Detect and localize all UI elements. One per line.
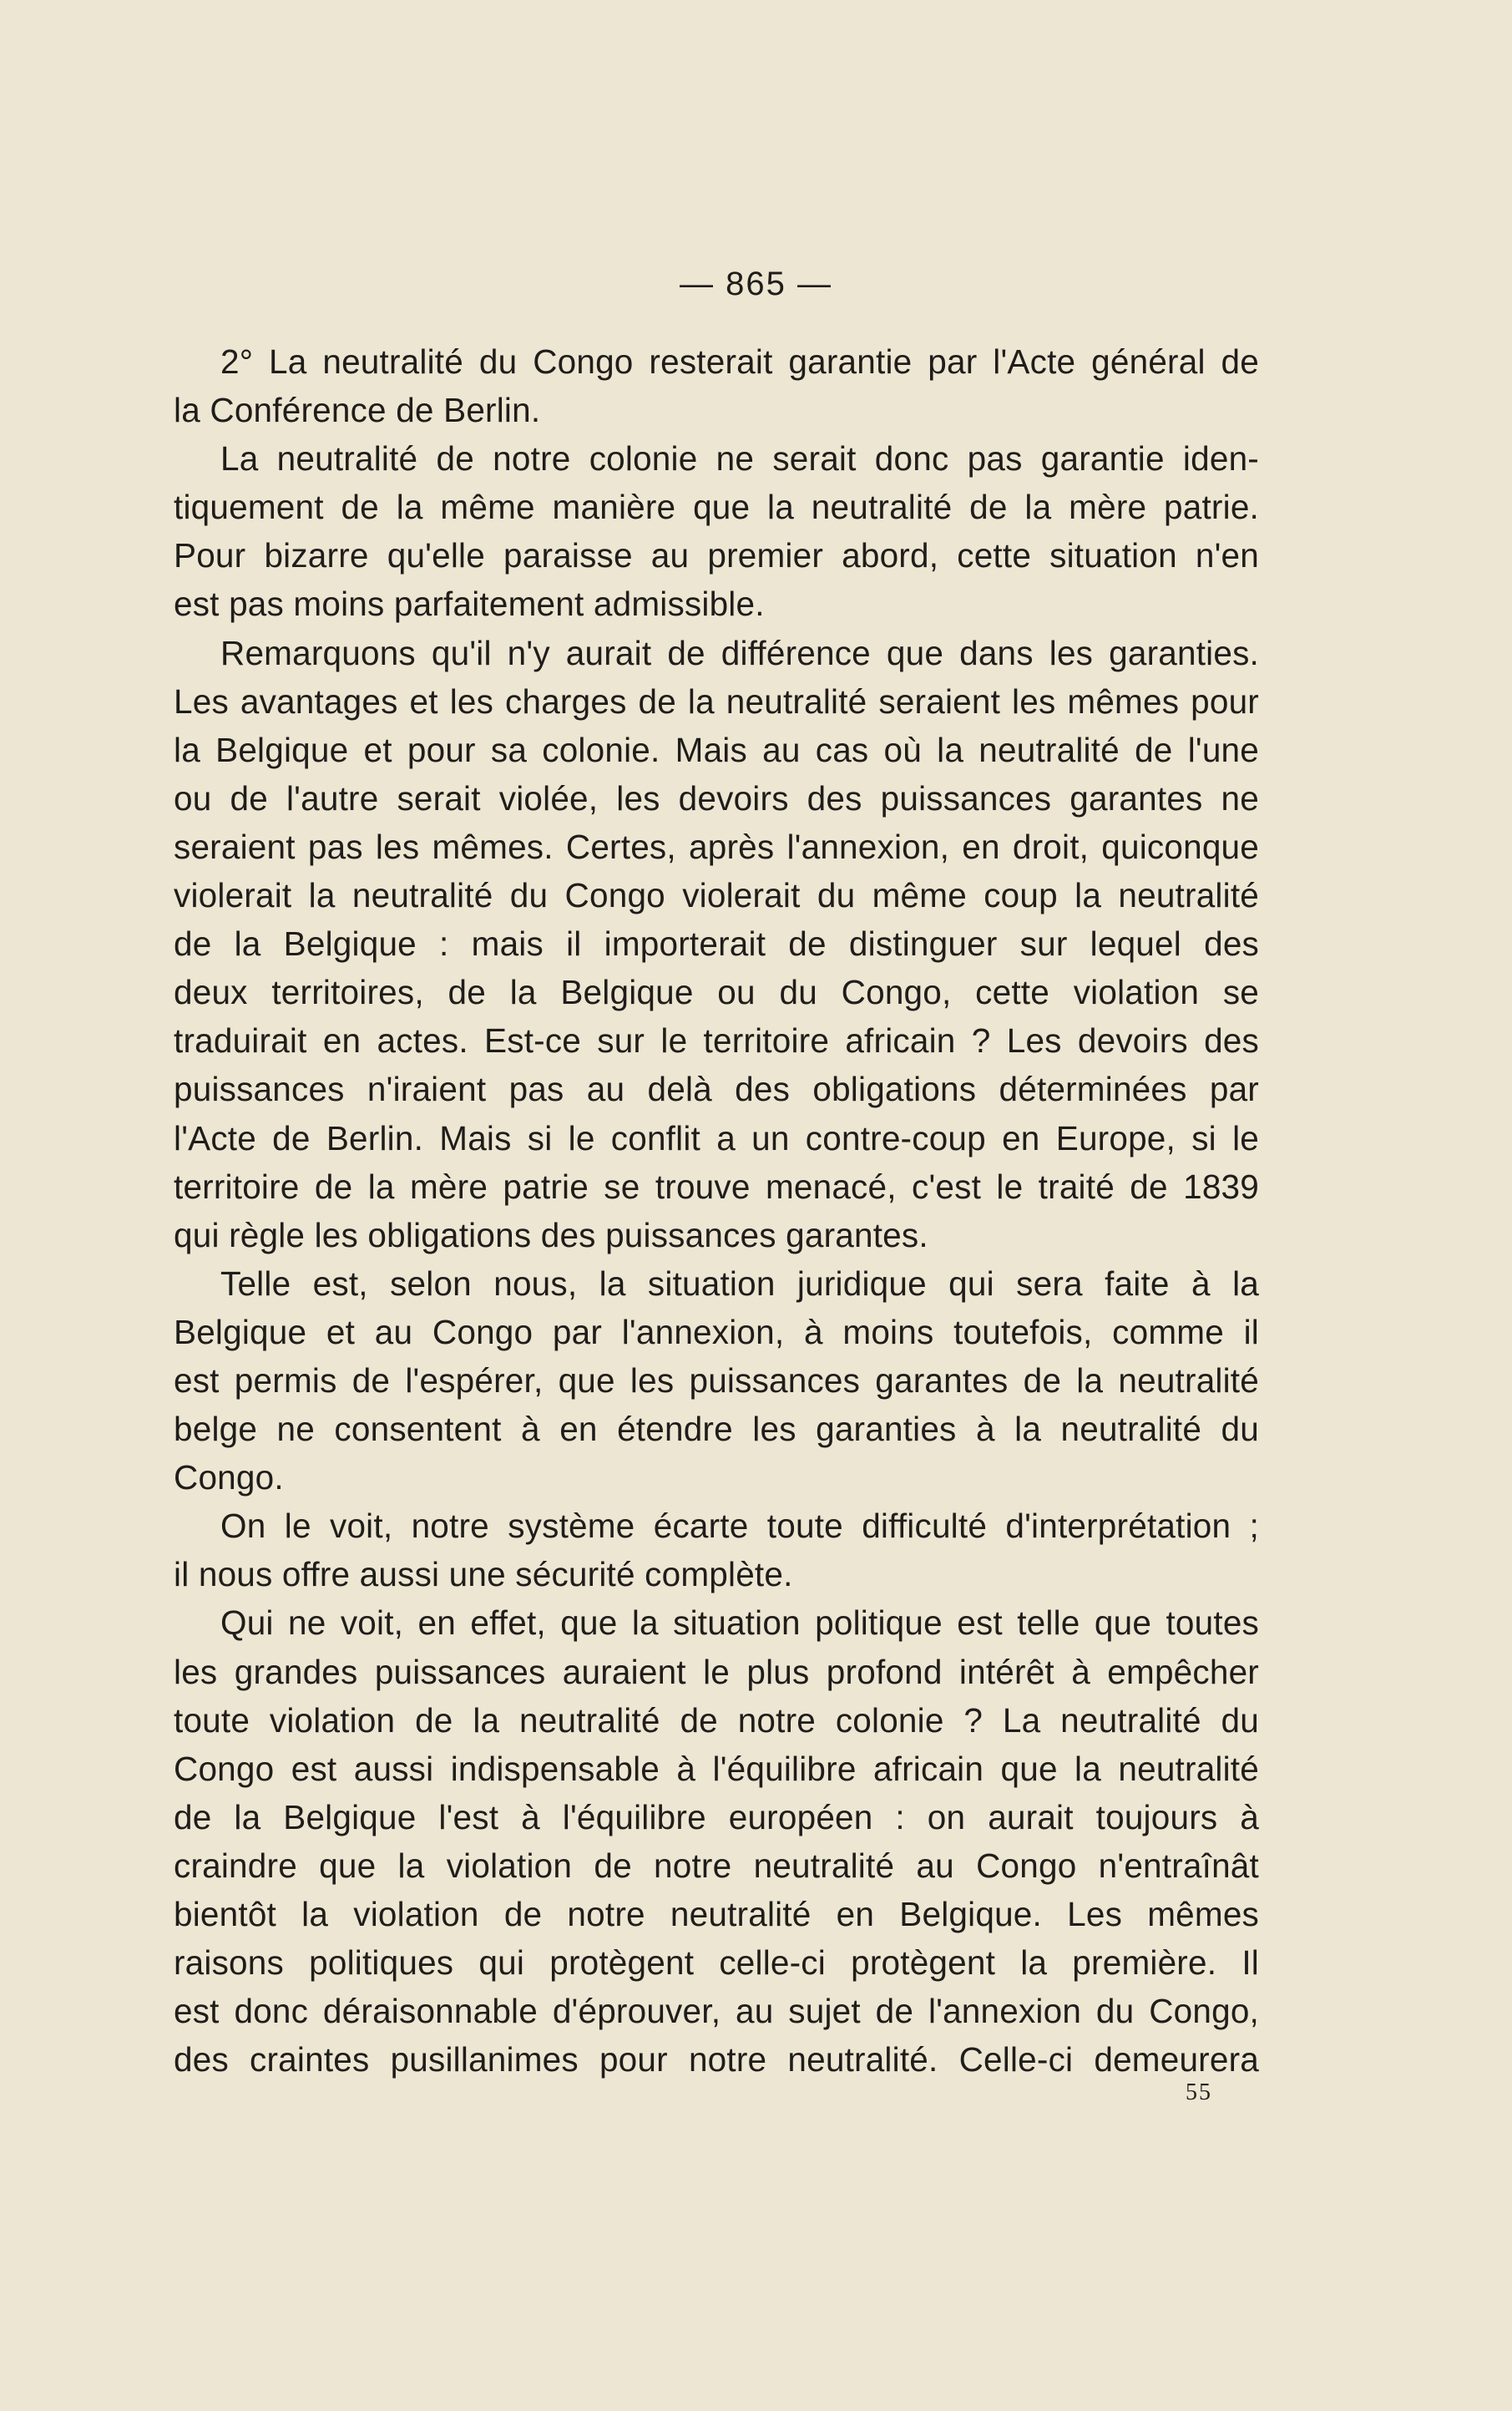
- text-line: ou de l'autre serait violée, les devoirs des puissances garantes ne: [174, 778, 1259, 818]
- text-line: raisons politiques qui protègent celle-ci protègent la première. Il: [174, 1943, 1259, 1983]
- text-line: Belgique et au Congo par l'annexion, à moins toutefois, comme il: [174, 1312, 1259, 1351]
- text-line: Congo.: [174, 1458, 284, 1497]
- text-line: il nous offre aussi une sécurité complète.: [174, 1555, 793, 1594]
- text-line: violerait la neutralité du Congo violerait du même coup la neutralité: [174, 876, 1259, 915]
- body-text: [174, 337, 1259, 2084]
- text-line: Remarquons qu'il n'y aurait de différence que dans les garanties.: [220, 633, 1259, 672]
- signature-mark: 55: [1186, 2079, 1212, 2105]
- text-line: puissances n'iraient pas au delà des obligations déterminées par: [174, 1070, 1259, 1109]
- text-line: On le voit, notre système écarte toute difficulté d'interprétation ;: [220, 1507, 1259, 1546]
- text-line: Pour bizarre qu'elle paraisse au premier abord, cette situation n'en: [174, 536, 1259, 575]
- text-line: les grandes puissances auraient le plus profond intérêt à empêcher: [174, 1652, 1259, 1691]
- text-line: Les avantages et les charges de la neutralité seraient les mêmes pour: [174, 681, 1259, 721]
- text-line: deux territoires, de la Belgique ou du Congo, cette violation se: [174, 973, 1259, 1012]
- text-line: est permis de l'espérer, que les puissances garantes de la neutralité: [174, 1360, 1259, 1400]
- text-line: bientôt la violation de notre neutralité en Belgique. Les mêmes: [174, 1895, 1259, 1933]
- text-line: seraient pas les mêmes. Certes, après l'annexion, en droit, quiconque: [174, 827, 1259, 866]
- text-line: qui règle les obligations des puissances garantes.: [174, 1215, 928, 1254]
- page-number: — 865 —: [680, 266, 832, 302]
- text-line: de la Belgique l'est à l'équilibre européen : on aurait toujours à: [174, 1797, 1259, 1836]
- text-line: toute violation de la neutralité de notre colonie ? La neutralité du: [174, 1700, 1259, 1740]
- text-line: est donc déraisonnable d'éprouver, au sujet de l'annexion du Congo,: [174, 1992, 1259, 2031]
- text-line: craindre que la violation de notre neutralité au Congo n'entraînât: [174, 1846, 1259, 1885]
- text-line: la Conférence de Berlin.: [174, 391, 541, 430]
- text-line: des craintes pusillanimes pour notre neutralité. Celle-ci demeurera: [174, 2040, 1259, 2079]
- text-line: traduirait en actes. Est-ce sur le territoire africain ? Les devoirs des: [174, 1021, 1259, 1061]
- text-line: Congo est aussi indispensable à l'équilibre africain que la neutralité: [174, 1749, 1259, 1788]
- text-line: de la Belgique : mais il importerait de distinguer sur lequel des: [174, 924, 1259, 964]
- text-line: La neutralité de notre colonie ne serait donc pas garantie iden-: [220, 439, 1259, 479]
- text-line: tiquement de la même manière que la neutralité de la mère patrie.: [174, 488, 1259, 527]
- text-line: Telle est, selon nous, la situation juridique qui sera faite à la: [220, 1264, 1259, 1303]
- text-line: belge ne consentent à en étendre les garanties à la neutralité du: [174, 1410, 1259, 1449]
- text-line: l'Acte de Berlin. Mais si le conflit a un contre-coup en Europe, si le: [174, 1118, 1259, 1157]
- text-line: territoire de la mère patrie se trouve menacé, c'est le traité de 1839: [174, 1167, 1259, 1206]
- text-line: 2° La neutralité du Congo resterait garantie par l'Acte général de: [220, 342, 1259, 381]
- text-line: est pas moins parfaitement admissible.: [174, 585, 765, 624]
- text-line: Qui ne voit, en effet, que la situation politique est telle que toutes: [220, 1603, 1259, 1643]
- text-line: la Belgique et pour sa colonie. Mais au cas où la neutralité de l'une: [174, 730, 1259, 769]
